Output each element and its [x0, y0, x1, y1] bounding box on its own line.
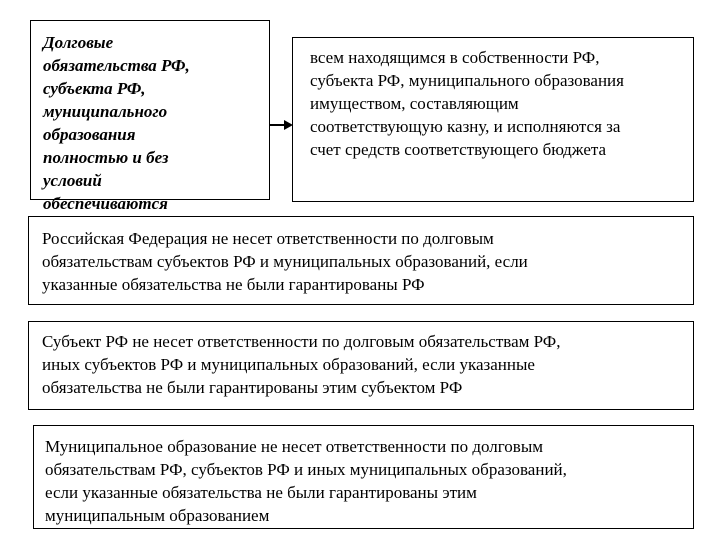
rf-liability-text: Российская Федерация не несет ответственности по долговым обязательствам субъектов РФ и муниципальных образований, если указанные обязательства не были гарантированы РФ [42, 229, 528, 294]
security-details-text: всем находящимся в собственности РФ, субъекта РФ, муниципального образования имуществом, составляющим соответствующую казну, и исполняются за счет средств соответствующего бюджета [310, 48, 624, 159]
rf-liability-box [28, 216, 694, 305]
subject-liability-box [28, 321, 694, 410]
right-arrow-icon [270, 118, 294, 132]
debt-obligations-text: Долговые обязательства РФ, субъекта РФ, муниципального образования полностью и без условий обеспечиваются [43, 33, 190, 213]
municipal-liability-text: Муниципальное образование не несет ответственности по долговым обязательствам РФ, субъектов РФ и иных муниципальных образований, если указанные обязательства не были гарантированы этим муниципальным образованием [45, 437, 567, 525]
security-details-box [292, 37, 694, 202]
municipal-liability-box [33, 425, 694, 529]
debt-obligations-box [30, 20, 270, 213]
subject-liability-text: Субъект РФ не несет ответственности по долговым обязательствам РФ, иных субъектов РФ и муниципальных образований, если указанные обязательства не были гарантированы этим субъектом РФ [42, 332, 561, 397]
